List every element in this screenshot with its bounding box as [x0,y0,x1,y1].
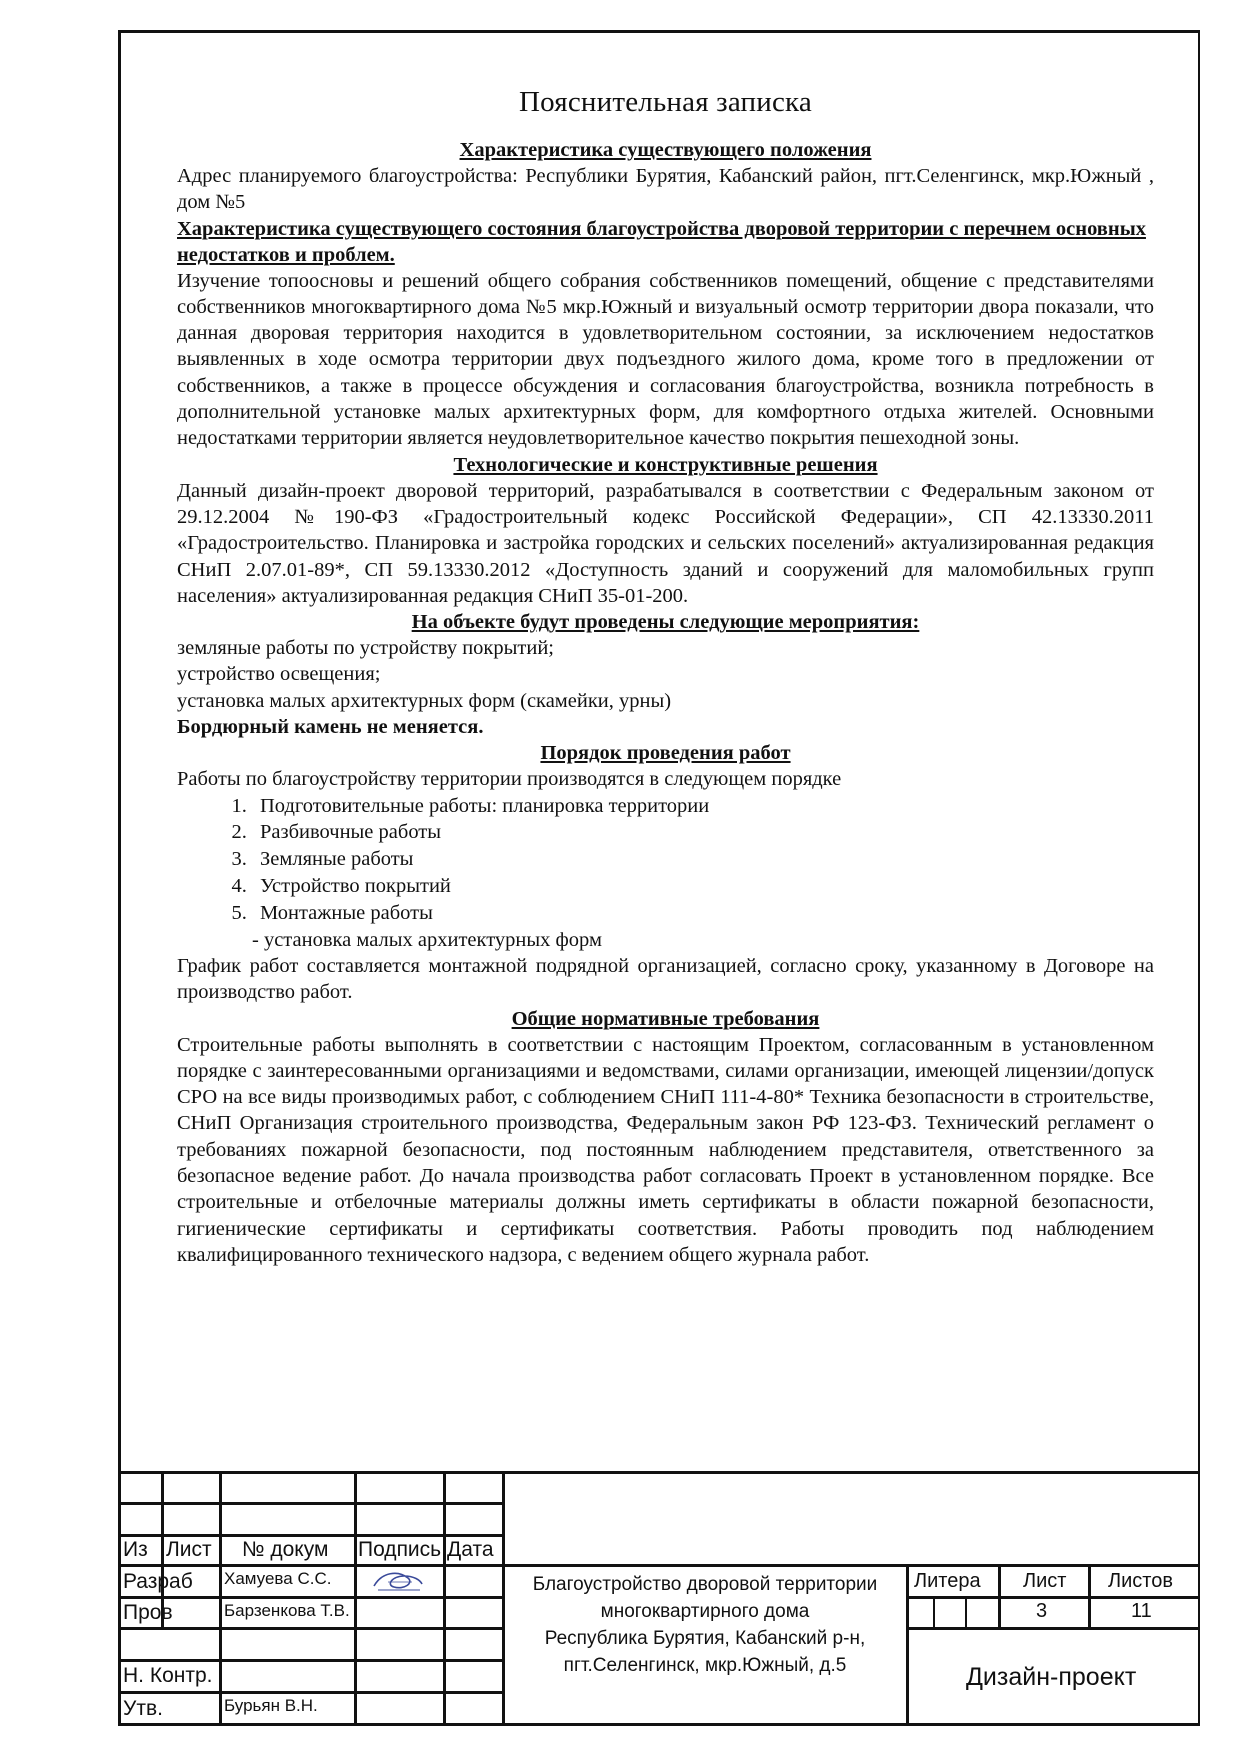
sheet-number: 3 [1036,1600,1048,1622]
col-izm-label: Из [123,1538,148,1561]
stage-label: Дизайн-проект [966,1663,1137,1691]
work-step: 4. Устройство покрытий [252,873,1154,900]
role-approver: Утв. [123,1697,163,1720]
general-requirements-paragraph: Строительные работы выполнять в соответствии с настоящим Проектом, согласованным в установленном порядке с заинтересованными организациями и ведомствами, силами организации, имеющей лицензии/допуск СРО на все виды производимых работ, с соблюдением СНиП 111-4-80* Техника безопасности в строительстве, СНиП Организация строительного производства, Федеральным закон РФ 123-ФЗ. Технический регламент о требованиях пожарной безопасности, под постоянным наблюдением представителя, ответственного за безопасное ведение работ. До начала производства работ согласовать Проект в установленном порядке. Все строительные и отбелочные материалы должны иметь сертификаты в области пожарной безопасности, гигиенические сертификаты и сертификаты соответствия. Работы проводить под наблюдением квалифицированного технического надзора, с ведением общего журнала работ. [177,1033,1154,1266]
project-title [505,1571,905,1679]
approver-name: Бурьян В.Н. [224,1696,318,1715]
work-substep: - установка малых архитектурных форм [252,928,602,951]
document-title: Пояснительная записка [519,86,812,118]
litera-label: Литера [914,1570,981,1592]
work-order-intro: Работы по благоустройству территории производятся в следующем порядке [177,768,842,791]
work-step: 3. Земляные работы [252,846,1154,873]
address-paragraph: Адрес планируемого благоустройства: Республики Бурятия, Кабанский район, пгт.Селенгинск, мкр.Южный , дом №5 [177,165,1154,214]
explanatory-note [177,86,1154,1268]
col-sheet-label: Лист [166,1538,212,1561]
project-title-line: пгт.Селенгинск, мкр.Южный, д.5 [563,1655,847,1676]
project-title-line: многоквартирного дома [600,1601,810,1622]
signature-icon [368,1566,428,1596]
section-heading-measures: На объекте будут проведены следующие мероприятия: [411,611,920,634]
sheets-total-number: 11 [1131,1600,1152,1622]
current-condition-paragraph: Изучение топоосновы и решений общего собрания собственников помещений, общение с представителями собственников многоквартирного дома №5 мкр.Южный и визуальный осмотр территории двора показали, что данная дворовая территория находится в удовлетворительном состоянии, за исключением недостатков выявленных в ходе осмотра территории двух подъездного жилого дома, кроме того в предложении от собственников, а также в процессе обсуждения и согласования благоустройства, возникла потребность в дополнительной установке малых архитектурных форм, для комфортного отдыха жителей. Основными недостатками территории является неудовлетворительное качество покрытия пешеходной зоны. [177,269,1154,450]
work-step: 2. Разбивочные работы [252,819,1154,846]
section-heading-current-condition: Характеристика существующего состояния благоустройства дворовой территории с перечнем основных недостатков и проблем. [177,217,1146,266]
col-doc-number-label: № докум [242,1538,329,1561]
section-heading-general-requirements: Общие нормативные требования [511,1007,820,1030]
curb-note: Бордюрный камень не меняется. [177,716,484,739]
schedule-paragraph: График работ составляется монтажной подрядной организацией, согласно сроку, указанному в Договоре на производство работ. [177,954,1154,1004]
title-block [118,1471,1200,1726]
checker-name: Барзенкова Т.В. [224,1601,350,1620]
sheets-total-label: Листов [1108,1570,1173,1592]
section-heading-existing-situation: Характеристика существующего положения [459,139,872,161]
section-heading-technical-solutions: Технологические и конструктивные решения [453,453,878,476]
work-step: 5. Монтажные работы [252,900,1154,927]
project-title-line: Благоустройство дворовой территории [532,1574,878,1595]
work-step: 1. Подготовительные работы: планировка территории [252,793,1154,820]
measure-item: устройство освещения; [177,663,381,686]
role-developer: Разраб [123,1570,193,1593]
col-date-label: Дата [447,1538,494,1561]
project-title-line: Республика Бурятия, Кабанский р-н, [544,1628,866,1649]
work-steps-list [177,793,1154,927]
technical-solutions-paragraph: Данный дизайн-проект дворовой территорий, разрабатывался в соответствии с Федеральным законом от 29.12.2004 №190-ФЗ «Градостроительный кодекс Российской Федерации», СП 42.13330.2011 «Градостроительство. Планировка и застройка городских и сельских поселений» актуализированная редакция СНиП 2.07.01-89*, СП 59.13330.2012 «Доступность зданий и сооружений для маломобильных групп населения» актуализированная редакция СНиП 35-01-200. [177,479,1154,607]
sheet-label: Лист [1023,1570,1067,1592]
measure-item: земляные работы по устройству покрытий; [177,637,554,660]
role-checker: Пров [123,1601,173,1624]
measure-item: установка малых архитектурных форм (скамейки, урны) [177,689,672,712]
col-signature-label: Подпись [358,1538,442,1561]
section-heading-work-order: Порядок проведения работ [540,742,791,765]
developer-name: Хамуева С.С. [224,1569,332,1588]
role-norm-control: Н. Контр. [123,1664,213,1687]
